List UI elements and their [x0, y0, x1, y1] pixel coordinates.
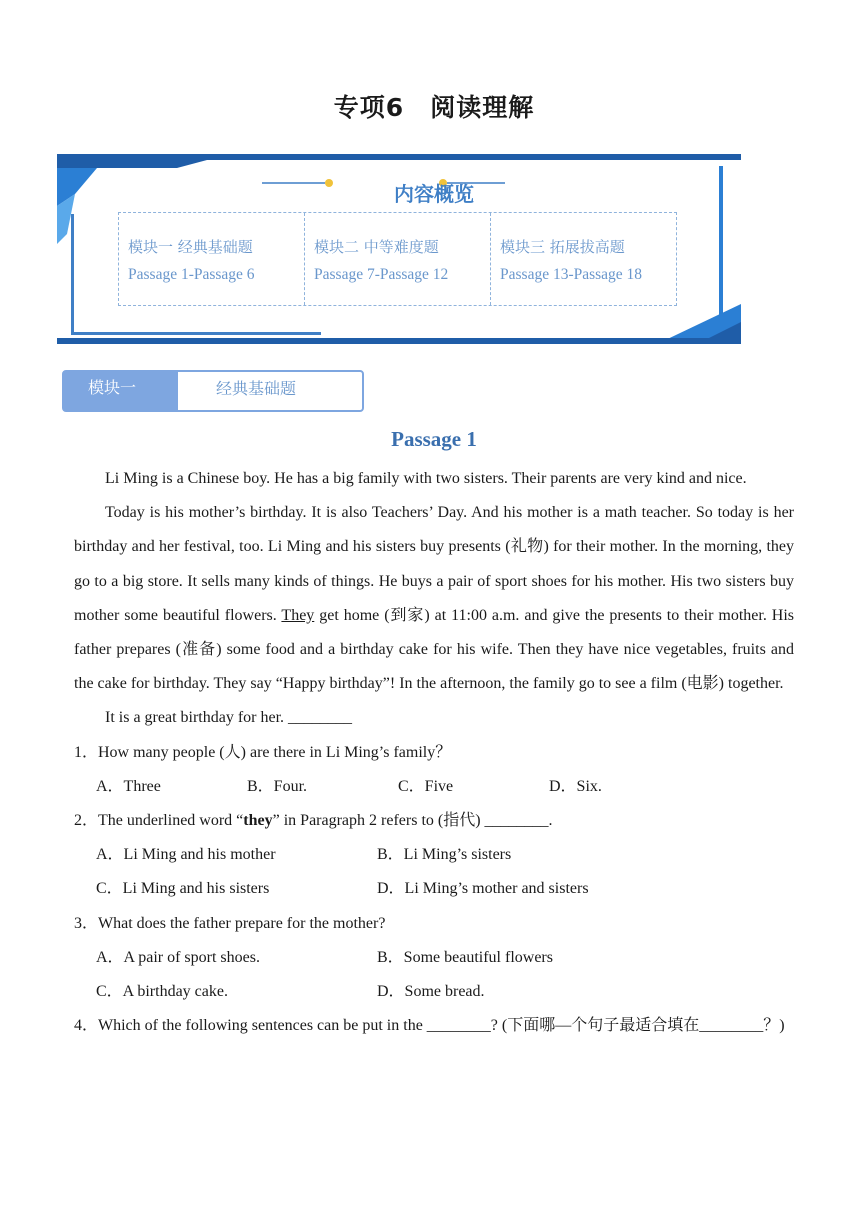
question-3-options-row-2: [74, 975, 794, 1009]
module-3-range: Passage 13-Passage 18: [500, 266, 643, 283]
q2-option-d: D．Li Ming’s mother and sisters: [377, 880, 589, 898]
question-3: 3．What does the father prepare for the mother?: [74, 914, 386, 932]
module-2-name: 模块二 中等难度题: [314, 238, 439, 256]
q1-option-b: B．Four.: [247, 777, 308, 795]
module-tab-title: 经典基础题: [216, 379, 297, 398]
module-tab: [62, 370, 364, 412]
module-tab-label: 模块一: [64, 372, 178, 410]
module-1-range: Passage 1-Passage 6: [128, 266, 255, 283]
q2-text-post: ” in Paragraph 2 refers to (指代) ________.: [272, 812, 553, 830]
module-3-name: 模块三 拓展拔高题: [500, 238, 625, 256]
module-1-name: 模块一 经典基础题: [128, 238, 253, 256]
module-2-range: Passage 7-Passage 12: [314, 266, 449, 283]
overview-module-1: [119, 213, 305, 305]
q3-option-a: A．A pair of sport shoes.: [96, 948, 260, 966]
overview-grid: [118, 212, 677, 306]
q3-option-b: B．Some beautiful flowers: [377, 948, 553, 966]
page-title: 专项6 阅读理解: [333, 93, 535, 122]
overview-heading: 内容概览: [394, 182, 474, 206]
question-4: 4．Which of the following sentences can be put in the ________? (下面哪—个句子最适合填在________？): [74, 1017, 785, 1035]
question-2-options-row-1: [74, 838, 794, 872]
paragraph-2-part-b: get home (到家) at 11:00 a.m. and give the presents to their mother. His father prepares (准备) some food and a birthday cake for his wife. Then they have nice vegetables, fruits and the cake for birthday. They say “Happy birthday”! In the afternoon, the family go to see a film (电影) together.: [74, 606, 794, 693]
passage-title: Passage 1: [391, 427, 477, 451]
q3-option-d: D．Some bread.: [377, 983, 485, 1001]
question-2: [74, 804, 794, 838]
overview-module-3: [491, 213, 676, 305]
overview-module-2: [305, 213, 491, 305]
q2-option-c: C．Li Ming and his sisters: [96, 880, 270, 898]
q1-option-c: C．Five: [398, 777, 454, 795]
question-2-options-row-2: [74, 872, 794, 906]
passage-body: [74, 462, 794, 1043]
paragraph-2-part-a: Today is his mother’s birthday. It is also Teachers’ Day. And his mother is a math teacher. So today is her birthday and her festival, too. Li Ming and his sisters buy presents (礼物) for their mother. In the morning, they go to a big store. It sells many kinds of things. He buys a pair of sport shoes for his mother. His two sisters buy mother some beautiful flowers.: [74, 504, 794, 624]
paragraph-3: It is a great birthday for her. ________: [105, 709, 353, 727]
q2-text-pre: 2．The underlined word “: [74, 812, 244, 830]
q2-option-b: B．Li Ming’s sisters: [377, 846, 512, 864]
paragraph-1: Li Ming is a Chinese boy. He has a big family with two sisters. Their parents are very kind and nice.: [105, 470, 747, 487]
question-3-options-row-1: [74, 941, 794, 975]
question-1-options: [74, 770, 794, 804]
paragraph-2: [74, 496, 794, 701]
q2-text-bold: they: [243, 812, 273, 830]
q3-option-c: C．A birthday cake.: [96, 983, 228, 1001]
q2-option-a: A．Li Ming and his mother: [96, 846, 276, 864]
q1-option-a: A．Three: [96, 777, 161, 795]
question-1: 1．How many people (人) are there in Li Ming’s family？: [74, 743, 452, 761]
underlined-word: They: [281, 606, 315, 624]
q1-option-d: D．Six.: [549, 777, 602, 795]
